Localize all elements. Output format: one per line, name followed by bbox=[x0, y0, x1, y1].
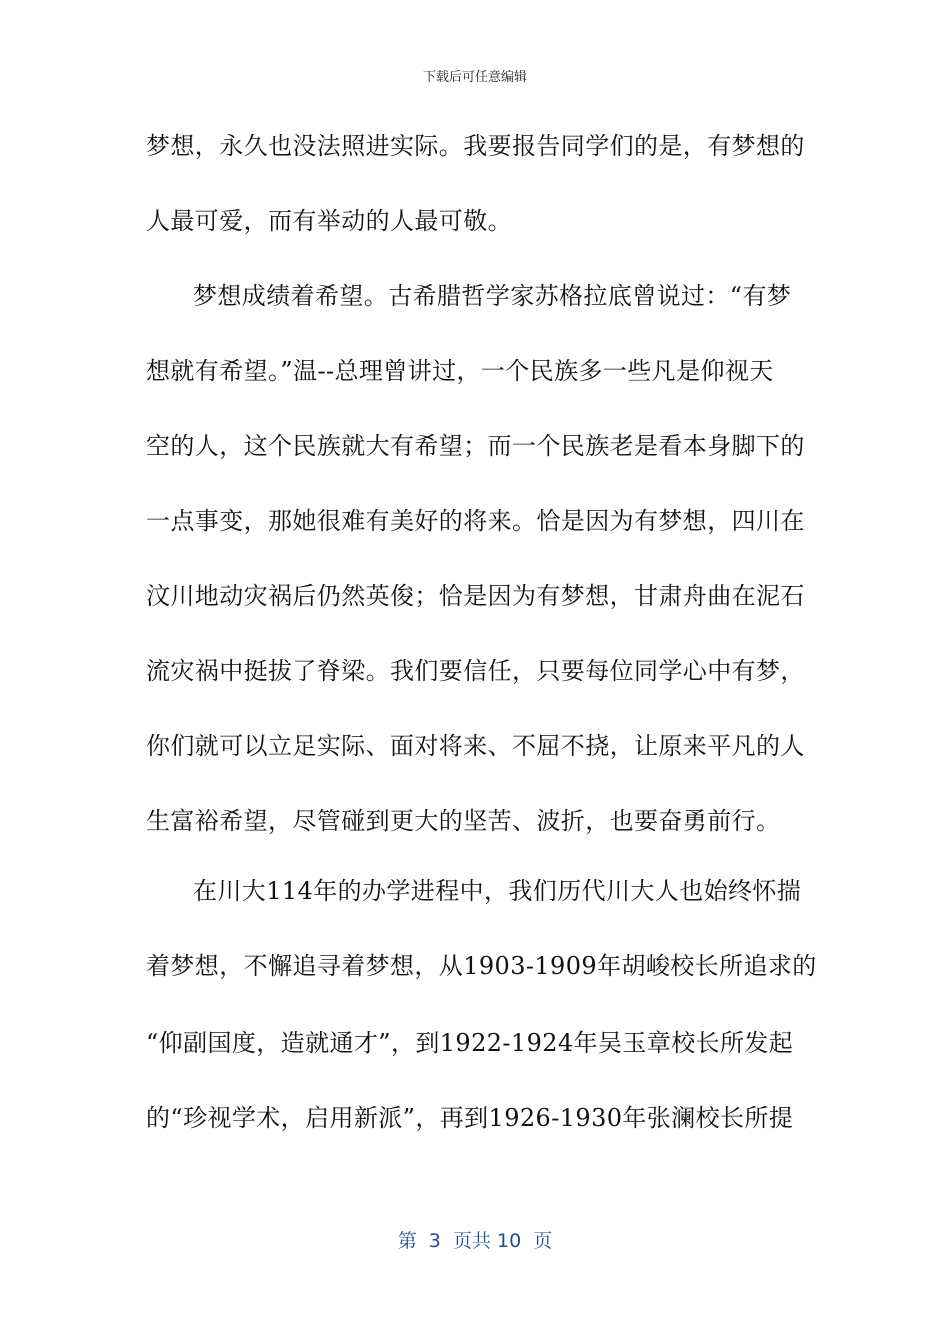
text-line: 着梦想，不懈追寻着梦想，从1903-1909年胡峻校长所追求的 bbox=[146, 952, 817, 980]
text-line: “仰副国度，造就通才”，到1922-1924年吴玉章校长所发起 bbox=[146, 1029, 794, 1057]
page-header-note: 下载后可任意编辑 bbox=[422, 70, 527, 85]
text-line: 生富裕希望，尽管碰到更大的坚苦、波折，也要奋勇前行。 bbox=[146, 807, 781, 835]
text-line: 一点事变，那她很难有美好的将来。恰是因为有梦想，四川在 bbox=[146, 507, 805, 535]
text-line: 的“珍视学术，启用新派”，再到1926-1930年张澜校长所提 bbox=[146, 1104, 794, 1132]
page-number-footer: 第 3 页共 10 页 bbox=[397, 1230, 553, 1252]
text-line: 汶川地动灾祸后仍然英俊；恰是因为有梦想，甘肃舟曲在泥石 bbox=[146, 582, 805, 610]
text-line: 想就有希望。”温--总理曾讲过，一个民族多一些凡是仰视天 bbox=[146, 357, 774, 385]
text-line: 流灾祸中挺拔了脊梁。我们要信任，只要每位同学心中有梦， bbox=[146, 657, 805, 685]
text-line: 梦想，永久也没法照进实际。我要报告同学们的是，有梦想的 bbox=[146, 132, 805, 160]
text-line: 空的人，这个民族就大有希望；而一个民族老是看本身脚下的 bbox=[146, 432, 805, 460]
paragraph-first-line: 在川大114年的办学进程中，我们历代川大人也始终怀揣 bbox=[193, 877, 802, 905]
text-line: 你们就可以立足实际、面对将来、不屈不挠，让原来平凡的人 bbox=[146, 732, 805, 760]
text-line: 人最可爱，而有举动的人最可敬。 bbox=[146, 207, 512, 235]
paragraph-first-line: 梦想成绩着希望。古希腊哲学家苏格拉底曾说过：“有梦 bbox=[193, 282, 792, 310]
